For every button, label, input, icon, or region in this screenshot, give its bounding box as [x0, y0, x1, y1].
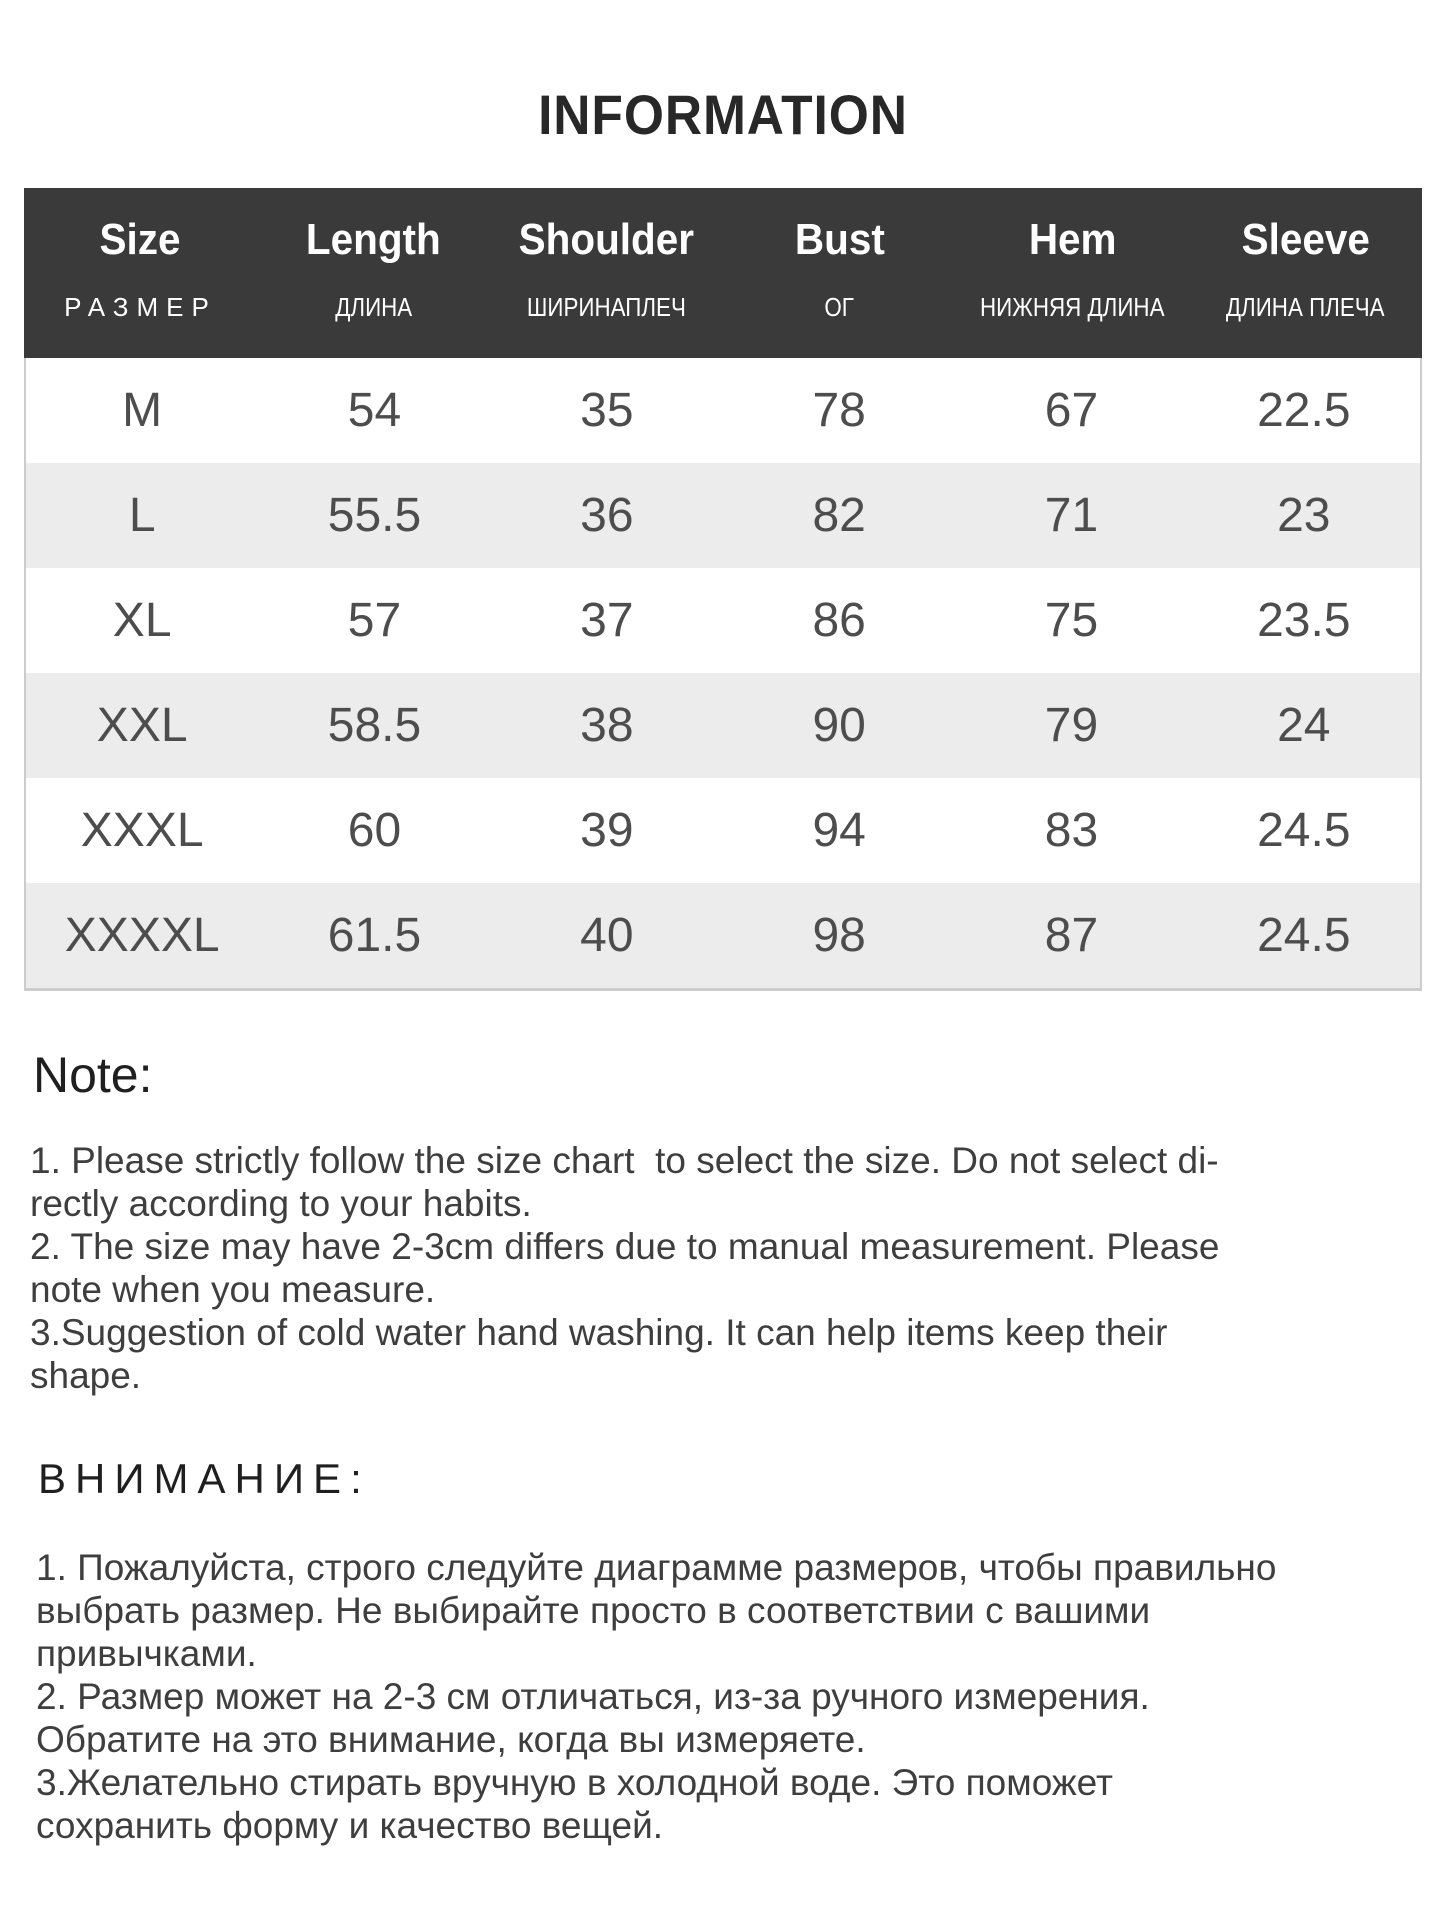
attention-line: привычками.	[36, 1633, 257, 1674]
table-row-l	[26, 463, 1420, 568]
size-label: XXL	[96, 699, 188, 752]
column-header-size: Size РАЗМЕР	[64, 215, 217, 322]
hem-value: 79	[1044, 699, 1099, 752]
bust-value: 94	[812, 804, 866, 857]
note-line: 2. The size may have 2-3cm differs due to manual measurement. Please	[30, 1226, 1220, 1267]
hem-value: 71	[1044, 489, 1099, 542]
hem-value: 75	[1044, 594, 1099, 647]
attention-line: Обратите на это внимание, когда вы измеряете.	[36, 1719, 866, 1760]
sleeve-value: 24.5	[1257, 909, 1351, 962]
size-label: L	[128, 489, 156, 542]
length-value: 55.5	[327, 489, 422, 542]
note-line: 3.Suggestion of cold water hand washing. It can help items keep their	[30, 1312, 1168, 1353]
table-row-xxxxl	[26, 883, 1420, 988]
note-line: note when you measure.	[30, 1269, 436, 1310]
column-header-sleeve: Sleeve ДЛИНА ПЛЕЧА	[1226, 215, 1385, 322]
length-value: 57	[347, 594, 402, 647]
length-value: 60	[347, 804, 402, 857]
column-header-hem: Hem НИЖНЯЯ ДЛИНА	[980, 215, 1165, 322]
column-header-bust: Bust ОГ	[794, 215, 885, 322]
bust-value: 78	[812, 384, 866, 437]
page-title: INFORMATION	[537, 83, 908, 146]
size-label: XXXL	[80, 804, 204, 857]
shoulder-value: 39	[580, 804, 634, 857]
column-header-length: Length ДЛИНА	[306, 215, 441, 322]
attention-text	[36, 1546, 1436, 1847]
attention-line: сохранить форму и качество вещей.	[36, 1805, 664, 1846]
table-row-xxl	[26, 673, 1420, 778]
shoulder-value: 35	[580, 384, 634, 437]
hem-value: 67	[1044, 384, 1099, 437]
sleeve-value: 23.5	[1257, 594, 1351, 647]
column-header-shoulder: Shoulder ШИРИНАПЛЕЧ	[518, 215, 695, 322]
length-value: 58.5	[327, 699, 422, 752]
size-label: XL	[112, 594, 172, 647]
table-row-xxxl	[26, 778, 1420, 883]
hem-value: 83	[1044, 804, 1099, 857]
table-row-xl	[26, 568, 1420, 673]
bust-value: 90	[812, 699, 866, 752]
note-heading: Note:	[33, 1047, 153, 1103]
note-line: shape.	[30, 1355, 142, 1396]
length-value: 61.5	[327, 909, 422, 962]
note-line: 1. Please strictly follow the size chart to select the size. Do not select di-	[30, 1140, 1219, 1181]
attention-line: выбрать размер. Не выбирайте просто в соответствии с вашими	[36, 1590, 1151, 1631]
shoulder-value: 37	[580, 594, 634, 647]
size-table-header	[24, 188, 1422, 358]
attention-heading: ВНИМАНИЕ:	[38, 1455, 371, 1502]
hem-value: 87	[1044, 909, 1099, 962]
bust-value: 98	[812, 909, 866, 962]
size-label: XXXXL	[64, 909, 220, 962]
size-label: M	[122, 384, 163, 437]
sleeve-value: 24	[1277, 699, 1331, 752]
bust-value: 86	[812, 594, 866, 647]
attention-line: 2. Размер может на 2-3 см отличаться, из-за ручного измерения.	[36, 1676, 1150, 1717]
note-line: rectly according to your habits.	[30, 1183, 532, 1224]
shoulder-value: 40	[580, 909, 634, 962]
table-row-m	[26, 358, 1420, 463]
shoulder-value: 38	[580, 699, 634, 752]
shoulder-value: 36	[580, 489, 634, 542]
bust-value: 82	[812, 489, 866, 542]
attention-line: 3.Желательно стирать вручную в холодной воде. Это поможет	[36, 1762, 1113, 1803]
length-value: 54	[347, 384, 402, 437]
sleeve-value: 22.5	[1257, 384, 1351, 437]
sleeve-value: 23	[1277, 489, 1331, 542]
sleeve-value: 24.5	[1257, 804, 1351, 857]
size-table	[24, 188, 1422, 991]
attention-line: 1. Пожалуйста, строго следуйте диаграмме размеров, чтобы правильно	[36, 1547, 1277, 1588]
note-text	[30, 1139, 1430, 1397]
